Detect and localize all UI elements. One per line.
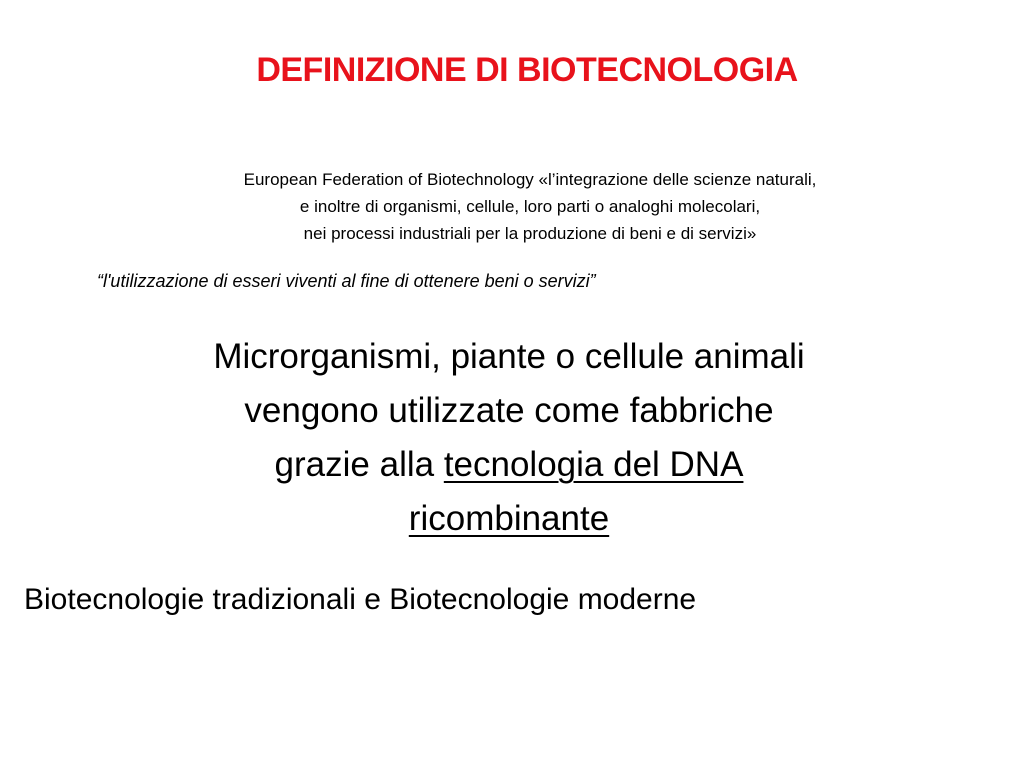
definition-line: nei processi industriali per la produzione di beni e di servizi» bbox=[303, 224, 757, 243]
statement-line bbox=[0, 492, 1018, 546]
underlined-term: ricombinante bbox=[408, 499, 610, 538]
definition-block bbox=[0, 166, 1024, 247]
bottom-line: Biotecnologie tradizionali e Biotecnologie moderne bbox=[24, 583, 697, 616]
definition-line: e inoltre di organismi, cellule, loro parti o analoghi molecolari, bbox=[299, 197, 761, 216]
definition-quote: “l'utilizzazione di esseri viventi al fine di ottenere beni o servizi” bbox=[97, 271, 596, 291]
statement-line bbox=[0, 438, 1018, 492]
slide-title: DEFINIZIONE DI BIOTECNOLOGIA bbox=[256, 51, 798, 89]
definition-line: European Federation of Biotechnology «l’integrazione delle scienze naturali, bbox=[243, 170, 817, 189]
underlined-term: tecnologia del DNA bbox=[443, 445, 744, 484]
statement-line: vengono utilizzate come fabbriche bbox=[244, 391, 774, 430]
statement-line: Microrganismi, piante o cellule animali bbox=[213, 337, 805, 376]
main-statement bbox=[0, 330, 1018, 546]
statement-text: grazie alla bbox=[274, 445, 444, 484]
